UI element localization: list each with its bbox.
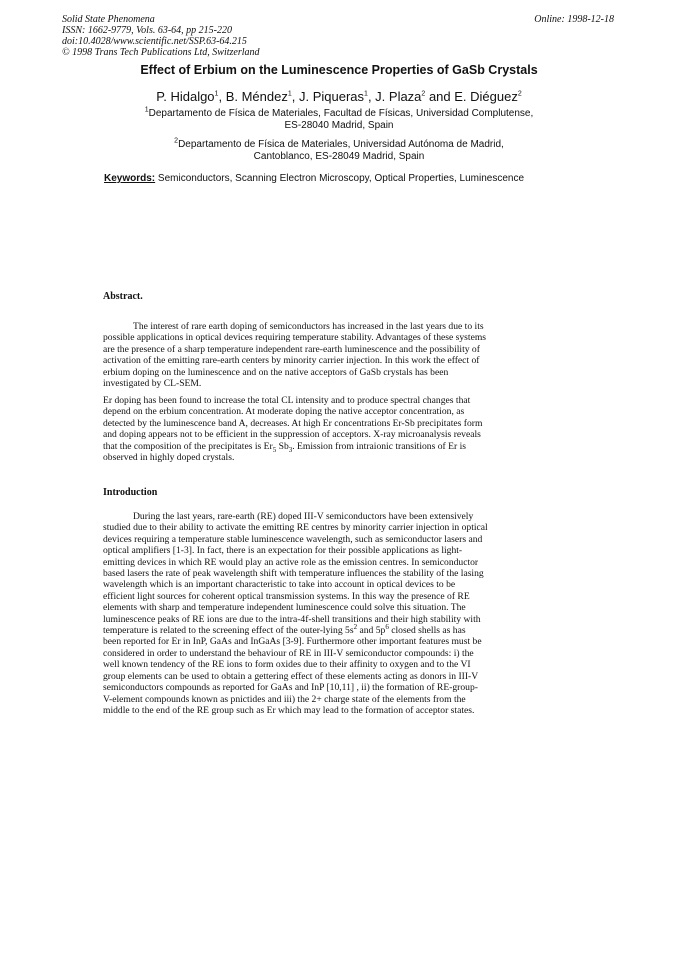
- introduction-paragraph: During the last years, rare-earth (RE) doped III-V semiconductors have been extensively studied due to their ability to activate the emitting RE centres by minority carrier injection in optical devices requiring a temperature stable luminescence wavelength, such as semiconductor lasers and optical amplifiers [1-3]. In fact, there is an expectation for their possible applications as light- emitting devices in which RE would play an active role as the emission centres. In semiconductor based lasers the rate of peak wavelength shift with temperature influences the stability of the lasing wavelength which is an important characteristic to take into account in optical devices to be efficient light sources for coherent optical transmission systems. In this way the presence of RE elements with sharp and temperature independent luminescence could solve this situation. The luminescence peaks of RE ions are due to the intra-4f-shell transitions and their high stability with temperature is related to the screening effect of the outer-lying $5s^2$ and $5p^6$ closed shells as has been reported for Er in InP, GaAs and InGaAs [3-9]. Furthermore other important features must be considered in order to understand the behaviour of RE in III-V semiconductor compounds: i) the well known tendency of the RE ions to form oxides due to their affinity to oxygen and to the VI group elements can be used to obtain a gettering effect of these elements acting as donors in III-V semiconductors compounds as reported for GaAs and InP [10,11] , ii) the formation of RE-group- V-element compounds known as pnictides and iii) the 2+ charge state of the elements from the middle to the end of the RE group such as Er which may lead to the formation of acceptor states.: [103, 511, 488, 716]
- author: J. Plaza$^2$ and: [375, 89, 455, 104]
- copyright-line: © 1998 Trans Tech Publications Ltd, Switzerland: [62, 47, 260, 58]
- online-date: Online: 1998-12-18: [534, 14, 614, 25]
- doi-line[interactable]: doi:10.4028/www.scientific.net/SSP.63-64.215: [62, 36, 247, 47]
- author: P. Hidalgo$^1$,: [156, 89, 226, 104]
- affiliation-2: $^2$Departamento de Física de Materiales, Universidad Autónoma de Madrid, Cantoblanco, ES-28049 Madrid, Spain: [174, 137, 504, 162]
- author: B. Méndez$^1$,: [225, 89, 299, 104]
- abstract-paragraph-1: The interest of rare earth doping of semiconductors has increased in the last years due to its possible applications in optical devices requiring temperature stability. Advantages of these systems are the presence of a sharp temperature independent rare-earth luminescence and the possibility of activation of the emitting rare-earth centers by minority carrier injection. In this work the effect of erbium doping on the luminescence and on the native acceptors of GaSb crystals has been investigated by CL-SEM.: [103, 321, 487, 390]
- author-list: [0, 89, 678, 104]
- affiliation-1: $^1$Departamento de Física de Materiales, Facultad de Físicas, Universidad Complutense, ES-28040 Madrid, Spain: [144, 106, 534, 131]
- author: J. Piqueras$^1$,: [298, 89, 376, 104]
- publication-info: [62, 14, 260, 58]
- abstract-heading: Abstract.: [103, 291, 143, 302]
- journal-name: Solid State Phenomena: [62, 14, 155, 25]
- author: E. Diéguez$^2$: [454, 89, 522, 104]
- abstract-paragraph-2: Er doping has been found to increase the total CL intensity and to produce spectral changes that depend on the erbium concentration. At moderate doping the native acceptor concentration, as detected by the luminescence band A, decreases. At high Er concentrations Er-Sb precipitates form and doping appears not to be efficient in the suppression of acceptors. X-ray microanalysis reveals that the composition of the precipitates is $Er_5$ $Sb_3$. Emission from intraionic transitions of Er is observed in highly doped crystals.: [103, 395, 483, 464]
- keywords-line: [104, 173, 524, 184]
- keywords-label: Keywords:: [104, 173, 156, 184]
- keywords-text: Semiconductors, Scanning Electron Microscopy, Optical Properties, Luminescence: [157, 173, 524, 184]
- introduction-heading: Introduction: [103, 487, 158, 498]
- issn-line: ISSN: 1662-9779, Vols. 63-64, pp 215-220: [62, 25, 232, 36]
- paper-title: Effect of Erbium on the Luminescence Properties of GaSb Crystals: [140, 63, 538, 77]
